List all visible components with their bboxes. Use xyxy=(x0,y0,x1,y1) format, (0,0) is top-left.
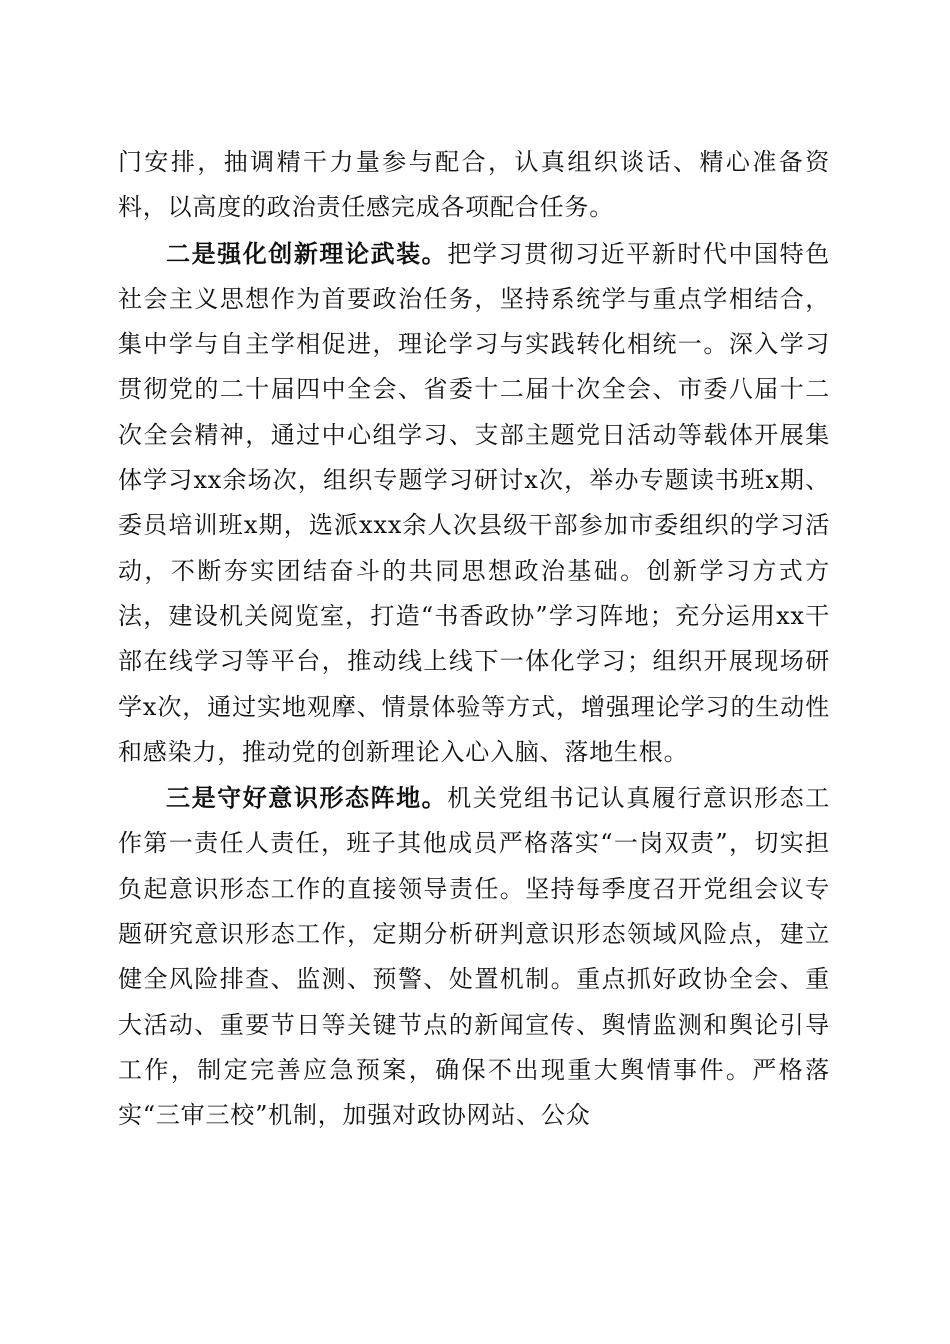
paragraph-theory-study xyxy=(118,231,830,776)
paragraph-text: 门安排，抽调精干力量参与配合，认真组织谈话、精心准备资料，以高度的政治责任感完成各项配合任务。 xyxy=(118,148,830,222)
paragraph-lead-heading: 二是强化创新理论武装。 xyxy=(166,238,448,268)
paragraph-text: 把学习贯彻习近平新时代中国特色社会主义思想作为首要政治任务，坚持系统学与重点学相结合，集中学与自主学相促进，理论学习与实践转化相统一。深入学习贯彻党的二十届四中全会、省委十二届十次全会、市委八届十二次全会精神，通过中心组学习、支部主题党日活动等载体开展集体学习xx余场次，组织专题学习研讨x次，举办专题读书班x期、委员培训班x期，选派xxx余人次县级干部参加市委组织的学习活动，不断夯实团结奋斗的共同思想政治基础。创新学习方式方法，建设机关阅览室，打造“书香政协”学习阵地；充分运用xx干部在线学习等平台，推动线上线下一体化学习；组织开展现场研学x次，通过实地观摩、情景体验等方式，增强理论学习的生动性和感染力，推动党的创新理论入心入脑、落地生根。 xyxy=(118,239,830,766)
paragraph-ideology-work xyxy=(118,775,830,1138)
document-body xyxy=(118,140,830,1139)
paragraph-text: 机关党组书记认真履行意识形态工作第一责任人责任，班子其他成员严格落实“一岗双责”，切实担负起意识形态工作的直接领导责任。坚持每季度召开党组会议专题研究意识形态工作，定期分析研判意识形态领域风险点，建立健全风险排查、监测、预警、处置机制。重点抓好政协全会、重大活动、重要节日等关键节点的新闻宣传、舆情监测和舆论引导工作，制定完善应急预案，确保不出现重大舆情事件。严格落实“三审三校”机制，加强对政协网站、公众 xyxy=(118,784,830,1130)
paragraph-continuation xyxy=(118,140,830,231)
paragraph-lead-heading: 三是守好意识形态阵地。 xyxy=(166,783,448,813)
